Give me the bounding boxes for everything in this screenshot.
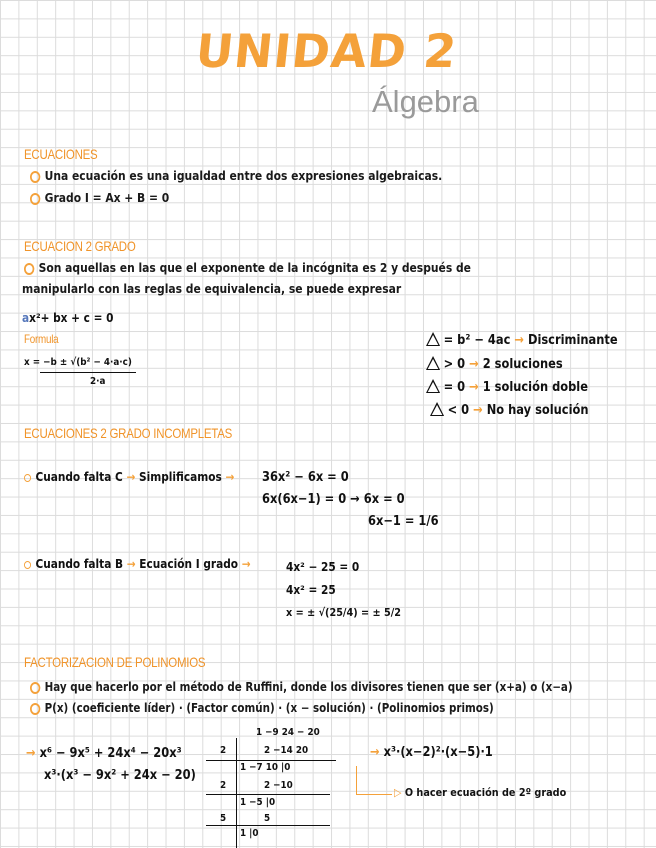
equation-line: 36x² − 6x = 0 <box>262 470 349 485</box>
equation-line: 6x−1 = 1/6 <box>368 514 439 529</box>
list-item: Hay que hacerlo por el método de Ruffini, donde los divisores tienen que ser (x+a) o (x−a) <box>30 680 573 694</box>
polynomial-factored: x³·(x³ − 9x² + 24x − 20) <box>44 768 196 783</box>
discriminant-row: = 0 → 1 solución doble <box>426 379 588 395</box>
connector-line <box>346 766 380 767</box>
note-ecuacion: ▷ O hacer ecuación de 2º grado <box>394 786 567 799</box>
delta-icon <box>426 356 440 370</box>
connector-line <box>356 766 357 794</box>
list-item: Grado I = Ax + B = 0 <box>30 190 169 205</box>
ruffini-row: 5 <box>264 813 271 824</box>
section-incompletas-heading: ECUACIONES 2 GRADO INCOMPLETAS <box>24 425 233 441</box>
bullet-icon <box>30 193 40 205</box>
discriminant-row: > 0 → 2 soluciones <box>426 356 563 372</box>
factorization-result: → x³·(x−2)²·(x−5)·1 <box>370 745 493 760</box>
ruffini-row: 1 −5 |0 <box>240 797 276 808</box>
case-falta-b: Cuando falta B → Ecuación I grado → <box>24 557 251 571</box>
equation-line: 6x(6x−1) = 0 → 6x = 0 <box>262 492 405 507</box>
polynomial: → x⁶ − 9x⁵ + 24x⁴ − 20x³ <box>26 746 182 761</box>
ruffini-row: 1 |0 <box>240 828 259 839</box>
delta-icon <box>430 402 444 416</box>
bullet-icon <box>24 561 31 569</box>
ruffini-hline <box>206 825 330 826</box>
equation-line: 4x² = 25 <box>286 583 336 597</box>
page-title: UNIDAD 2 <box>193 24 460 78</box>
paragraph-line: manipularlo con las reglas de equivalencia, se puede expresar <box>22 281 402 296</box>
ruffini-row: 2 −14 20 <box>264 745 309 756</box>
section-factorizacion-heading: FACTORIZACION DE POLINOMIOS <box>24 654 206 670</box>
section-ecuaciones-heading: ECUACIONES <box>24 146 98 162</box>
paragraph-line: Son aquellas en las que el exponente de la incógnita es 2 y después de <box>24 260 471 275</box>
ruffini-divisor: 5 <box>220 813 227 824</box>
ruffini-row: 1 −9 24 − 20 <box>256 727 320 738</box>
list-item: P(x) (coeficiente líder) · (Factor común) · (x − solución) · (Polinomios primos) <box>30 701 494 715</box>
ruffini-row: 1 −7 10 |0 <box>240 762 291 773</box>
page-subtitle: Álgebra <box>372 84 479 119</box>
ruffini-hline <box>206 794 330 795</box>
ruffini-hline <box>206 760 336 761</box>
ruffini-divisor: 2 <box>220 745 227 756</box>
quadratic-formula-numerator: x = −b ± √(b² − 4·a·c) <box>24 357 132 368</box>
fraction-bar <box>40 372 136 373</box>
quadratic-formula-denominator: 2·a <box>90 376 106 387</box>
bullet-icon <box>30 703 40 715</box>
ruffini-divisor: 2 <box>220 780 227 791</box>
bullet-icon <box>24 474 31 482</box>
bullet-icon <box>30 171 40 183</box>
case-falta-c: Cuando falta C → Simplificamos → <box>24 470 234 484</box>
general-equation: ax²+ bx + c = 0 <box>22 311 114 325</box>
ruffini-vline <box>236 738 237 848</box>
delta-icon <box>426 332 440 346</box>
equation-line: 4x² − 25 = 0 <box>286 560 360 574</box>
section-ec2-heading: ECUACION 2 GRADO <box>24 238 136 254</box>
ruffini-row: 2 −10 <box>264 780 293 791</box>
formula-label: Formula <box>24 332 59 346</box>
list-item: Una ecuación es una igualdad entre dos expresiones algebraicas. <box>30 168 442 183</box>
discriminant-row: = b² − 4ac → Discriminante <box>426 332 618 348</box>
equation-line: x = ± √(25/4) = ± 5/2 <box>286 606 401 619</box>
bullet-icon <box>24 263 34 275</box>
discriminant-row: < 0 → No hay solución <box>430 402 589 418</box>
delta-icon <box>426 379 440 393</box>
connector-line <box>356 794 392 795</box>
bullet-icon <box>30 682 40 694</box>
